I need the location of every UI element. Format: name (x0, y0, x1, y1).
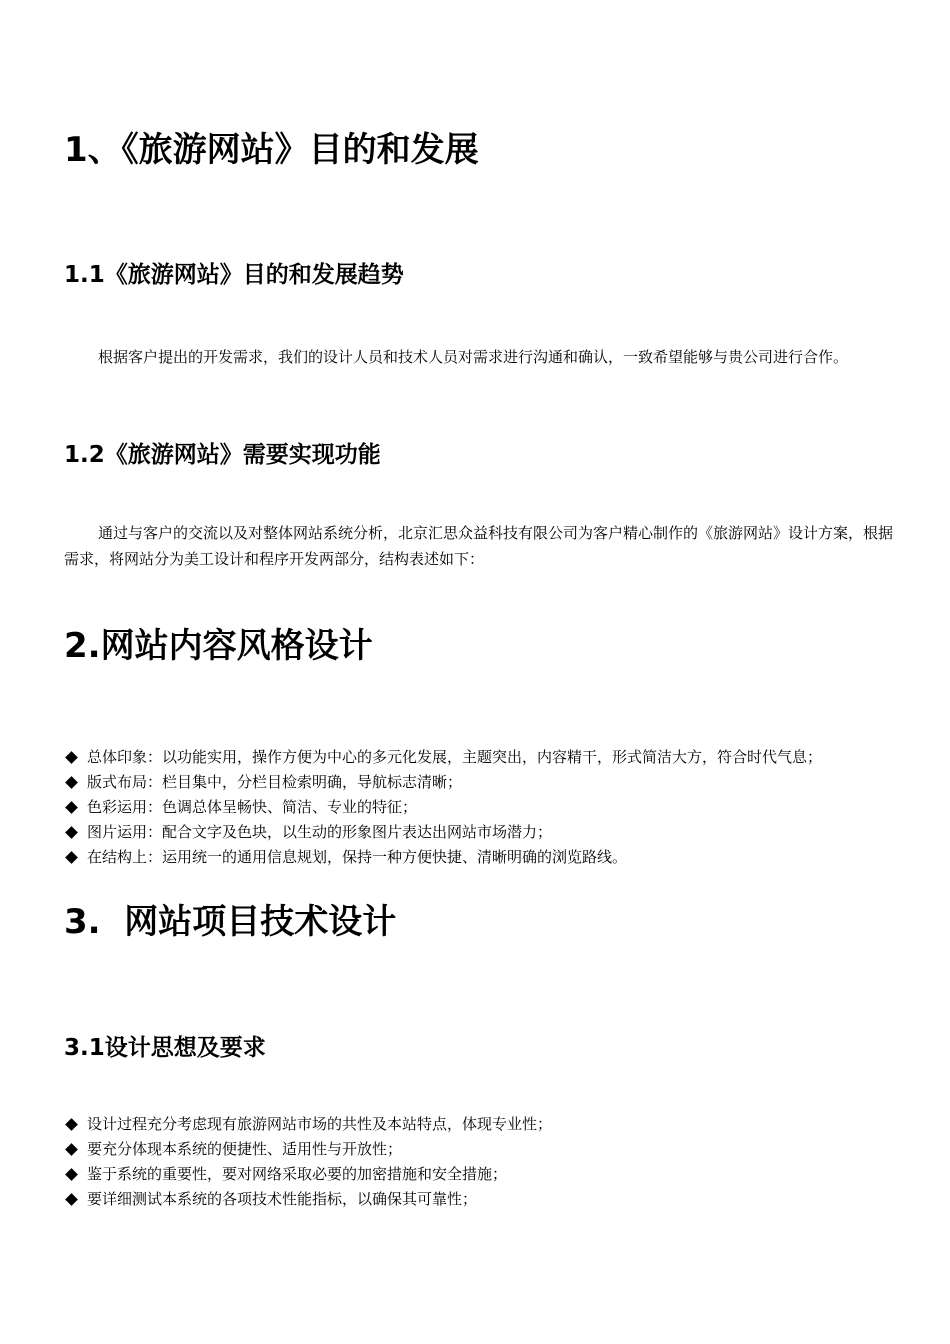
list-item-text: 设计过程充分考虑现有旅游网站市场的共性及本站特点，体现专业性； (87, 1115, 553, 1133)
diamond-bullet-icon (65, 851, 78, 864)
diamond-bullet-icon (65, 1143, 78, 1156)
section-1-1-paragraph: 根据客户提出的开发需求，我们的设计人员和技术人员对需求进行沟通和确认，一致希望能够与贵公司进行合作。 (98, 348, 849, 366)
diamond-bullet-icon (65, 1118, 78, 1131)
section-1-1-heading: 1.1《旅游网站》目的和发展趋势 (64, 262, 404, 288)
diamond-bullet-icon (65, 776, 78, 789)
list-item-text: 色彩运用：色调总体呈畅快、简洁、专业的特征； (87, 798, 418, 816)
list-item (64, 1162, 904, 1187)
diamond-bullet-icon (65, 801, 78, 814)
list-item-text: 图片运用：配合文字及色块，以生动的形象图片表达出网站市场潜力； (87, 823, 553, 841)
diamond-bullet-icon (65, 751, 78, 764)
list-item (64, 820, 904, 845)
list-item (64, 1137, 904, 1162)
list-item (64, 1112, 904, 1137)
section-3-heading: 3. 网站项目技术设计 (64, 902, 397, 942)
diamond-bullet-icon (65, 826, 78, 839)
section-1-2-paragraph: 通过与客户的交流以及对整体网站系统分析，北京汇思众益科技有限公司为客户精心制作的《旅游网站》设计方案，根据需求，将网站分为美工设计和程序开发两部分，结构表述如下： (64, 524, 894, 568)
list-item-text: 版式布局：栏目集中，分栏目检索明确，导航标志清晰； (87, 773, 463, 791)
diamond-bullet-icon (65, 1168, 78, 1181)
section-1-2-heading: 1.2《旅游网站》需要实现功能 (64, 442, 381, 468)
list-item-text: 在结构上：运用统一的通用信息规划，保持一种方便快捷、清晰明确的浏览路线。 (87, 848, 628, 866)
list-item (64, 770, 904, 795)
list-item (64, 745, 904, 770)
list-item-text: 鉴于系统的重要性，要对网络采取必要的加密措施和安全措施； (87, 1165, 508, 1183)
section-3-1-heading: 3.1设计思想及要求 (64, 1035, 266, 1061)
list-item (64, 845, 904, 870)
list-item (64, 795, 904, 820)
section-2-bullet-list (64, 745, 904, 870)
section-3-1-bullet-list (64, 1112, 904, 1212)
list-item-text: 要详细测试本系统的各项技术性能指标，以确保其可靠性； (87, 1190, 478, 1208)
list-item-text: 要充分体现本系统的便捷性、适用性与开放性； (87, 1140, 403, 1158)
diamond-bullet-icon (65, 1193, 78, 1206)
section-1-heading: 1、《旅游网站》目的和发展 (64, 130, 479, 170)
section-2-heading: 2.网站内容风格设计 (64, 626, 373, 666)
list-item-text: 总体印象：以功能实用，操作方便为中心的多元化发展，主题突出，内容精干，形式简洁大方，符合时代气息； (87, 748, 823, 766)
list-item (64, 1187, 904, 1212)
